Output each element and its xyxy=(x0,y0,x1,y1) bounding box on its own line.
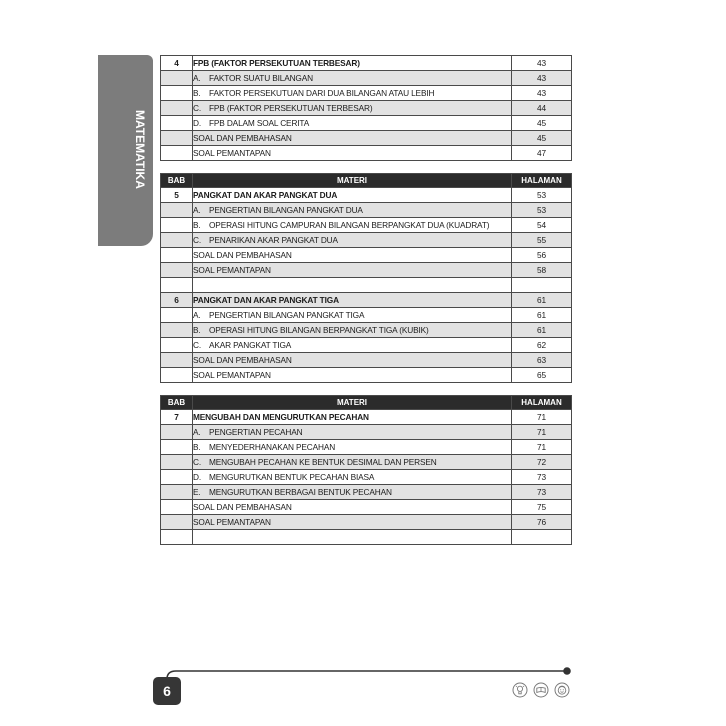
item-letter: E. xyxy=(193,487,201,497)
page-cell: 53 xyxy=(512,203,572,218)
materi-cell xyxy=(193,188,512,203)
page-cell: 45 xyxy=(512,131,572,146)
table-header-row xyxy=(161,396,572,410)
bab-cell xyxy=(161,263,193,278)
bab-cell: 6 xyxy=(161,293,193,308)
materi-cell xyxy=(193,323,512,338)
toc-table-body xyxy=(161,410,572,545)
page-cell xyxy=(512,278,572,293)
materi-cell xyxy=(193,515,512,530)
bab-cell xyxy=(161,485,193,500)
page-cell: 61 xyxy=(512,293,572,308)
table-row xyxy=(161,218,572,233)
bab-cell xyxy=(161,203,193,218)
table-row xyxy=(161,440,572,455)
chapter-row xyxy=(161,410,572,425)
bab-cell xyxy=(161,455,193,470)
materi-cell xyxy=(193,353,512,368)
page-cell: 43 xyxy=(512,71,572,86)
subject-side-tab xyxy=(98,55,153,246)
item-letter: D. xyxy=(193,118,201,128)
table-row xyxy=(161,500,572,515)
item-title: FPB (FAKTOR PERSEKUTUAN TERBESAR) xyxy=(209,103,373,113)
bab-cell xyxy=(161,233,193,248)
header-halaman: HALAMAN xyxy=(512,396,572,410)
item-title: FAKTOR PERSEKUTUAN DARI DUA BILANGAN ATAU LEBIH xyxy=(209,88,435,98)
face-icon xyxy=(554,682,570,698)
item-title: SOAL PEMANTAPAN xyxy=(193,517,271,527)
item-title: SOAL DAN PEMBAHASAN xyxy=(193,355,292,365)
bab-cell xyxy=(161,116,193,131)
book-icon xyxy=(533,682,549,698)
page-cell: 58 xyxy=(512,263,572,278)
bab-cell xyxy=(161,338,193,353)
bab-cell xyxy=(161,353,193,368)
item-title: SOAL DAN PEMBAHASAN xyxy=(193,133,292,143)
item-letter: A. xyxy=(193,427,201,437)
page-cell: 62 xyxy=(512,338,572,353)
table-header-row xyxy=(161,174,572,188)
page-cell: 71 xyxy=(512,410,572,425)
materi-cell xyxy=(193,56,512,71)
page-cell: 75 xyxy=(512,500,572,515)
toc-table-body xyxy=(161,56,572,161)
item-title: PENGERTIAN BILANGAN PANGKAT DUA xyxy=(209,205,363,215)
table-row xyxy=(161,116,572,131)
page-cell: 53 xyxy=(512,188,572,203)
bab-cell xyxy=(161,278,193,293)
materi-cell xyxy=(193,278,512,293)
item-title: SOAL PEMANTAPAN xyxy=(193,148,271,158)
header-bab: BAB xyxy=(161,396,193,410)
item-letter: C. xyxy=(193,457,201,467)
idea-icon xyxy=(512,682,528,698)
materi-cell xyxy=(193,248,512,263)
materi-cell xyxy=(193,293,512,308)
materi-cell xyxy=(193,410,512,425)
materi-cell xyxy=(193,218,512,233)
page-cell: 43 xyxy=(512,86,572,101)
toc-table-bab-7 xyxy=(160,395,572,545)
header-bab: BAB xyxy=(161,174,193,188)
bab-cell xyxy=(161,131,193,146)
item-letter: C. xyxy=(193,340,201,350)
item-letter: A. xyxy=(193,310,201,320)
page-cell: 73 xyxy=(512,470,572,485)
table-row xyxy=(161,263,572,278)
item-letter: B. xyxy=(193,88,201,98)
bab-cell xyxy=(161,71,193,86)
header-materi: MATERI xyxy=(193,174,512,188)
item-title: MENGURUTKAN BERBAGAI BENTUK PECAHAN xyxy=(209,487,392,497)
chapter-title: PANGKAT DAN AKAR PANGKAT TIGA xyxy=(193,295,339,305)
bab-cell xyxy=(161,470,193,485)
table-row xyxy=(161,146,572,161)
materi-cell xyxy=(193,455,512,470)
footer-rule-dot xyxy=(563,667,571,675)
materi-cell xyxy=(193,485,512,500)
toc-table-bab-4 xyxy=(160,55,572,161)
empty-row xyxy=(161,530,572,545)
table-row xyxy=(161,368,572,383)
bab-cell xyxy=(161,86,193,101)
item-letter: C. xyxy=(193,235,201,245)
materi-cell xyxy=(193,131,512,146)
page-cell: 63 xyxy=(512,353,572,368)
table-row xyxy=(161,248,572,263)
table-row xyxy=(161,338,572,353)
chapter-row xyxy=(161,293,572,308)
materi-cell xyxy=(193,203,512,218)
materi-cell xyxy=(193,233,512,248)
chapter-title: FPB (FAKTOR PERSEKUTUAN TERBESAR) xyxy=(193,58,360,68)
page-cell: 47 xyxy=(512,146,572,161)
page-cell: 73 xyxy=(512,485,572,500)
item-letter: D. xyxy=(193,472,201,482)
page-cell: 71 xyxy=(512,425,572,440)
table-row xyxy=(161,425,572,440)
page-number: 6 xyxy=(153,677,181,705)
page-cell: 55 xyxy=(512,233,572,248)
table-row xyxy=(161,485,572,500)
item-title: SOAL PEMANTAPAN xyxy=(193,265,271,275)
page-cell: 61 xyxy=(512,308,572,323)
page-cell: 44 xyxy=(512,101,572,116)
bab-cell xyxy=(161,530,193,545)
table-row xyxy=(161,233,572,248)
page-cell: 65 xyxy=(512,368,572,383)
table-row xyxy=(161,71,572,86)
bab-cell xyxy=(161,500,193,515)
bab-cell xyxy=(161,440,193,455)
item-title: OPERASI HITUNG CAMPURAN BILANGAN BERPANGKAT DUA (KUADRAT) xyxy=(209,220,490,230)
item-letter: A. xyxy=(193,73,201,83)
materi-cell xyxy=(193,338,512,353)
materi-cell xyxy=(193,500,512,515)
toc-table-bab-5-6 xyxy=(160,173,572,383)
bab-cell xyxy=(161,248,193,263)
page-cell: 76 xyxy=(512,515,572,530)
toc-table-body xyxy=(161,188,572,383)
materi-cell xyxy=(193,71,512,86)
page-cell: 61 xyxy=(512,323,572,338)
page-cell: 71 xyxy=(512,440,572,455)
page-cell: 45 xyxy=(512,116,572,131)
header-materi: MATERI xyxy=(193,396,512,410)
table-row xyxy=(161,323,572,338)
bab-cell xyxy=(161,323,193,338)
materi-cell xyxy=(193,116,512,131)
materi-cell xyxy=(193,425,512,440)
chapter-row xyxy=(161,188,572,203)
bab-cell xyxy=(161,146,193,161)
table-row xyxy=(161,455,572,470)
table-row xyxy=(161,308,572,323)
item-title: MENGURUTKAN BENTUK PECAHAN BIASA xyxy=(209,472,375,482)
item-title: PENGERTIAN BILANGAN PANGKAT TIGA xyxy=(209,310,365,320)
chapter-title: PANGKAT DAN AKAR PANGKAT DUA xyxy=(193,190,338,200)
page-cell xyxy=(512,530,572,545)
item-title: MENYEDERHANAKAN PECAHAN xyxy=(209,442,336,452)
table-row xyxy=(161,203,572,218)
item-title: OPERASI HITUNG BILANGAN BERPANGKAT TIGA (KUBIK) xyxy=(209,325,429,335)
bab-cell: 5 xyxy=(161,188,193,203)
table-row xyxy=(161,515,572,530)
empty-row xyxy=(161,278,572,293)
chapter-row xyxy=(161,56,572,71)
table-row xyxy=(161,131,572,146)
materi-cell xyxy=(193,263,512,278)
materi-cell xyxy=(193,101,512,116)
bab-cell xyxy=(161,515,193,530)
chapter-title: MENGUBAH DAN MENGURUTKAN PECAHAN xyxy=(193,412,369,422)
page-cell: 54 xyxy=(512,218,572,233)
materi-cell xyxy=(193,308,512,323)
item-title: MENGUBAH PECAHAN KE BENTUK DESIMAL DAN PERSEN xyxy=(209,457,437,467)
table-row xyxy=(161,470,572,485)
bab-cell xyxy=(161,368,193,383)
materi-cell xyxy=(193,86,512,101)
item-title: PENGERTIAN PECAHAN xyxy=(209,427,303,437)
item-letter: C. xyxy=(193,103,201,113)
table-row xyxy=(161,353,572,368)
item-title: SOAL PEMANTAPAN xyxy=(193,370,271,380)
materi-cell xyxy=(193,530,512,545)
item-letter: B. xyxy=(193,325,201,335)
page-cell: 72 xyxy=(512,455,572,470)
bab-cell: 7 xyxy=(161,410,193,425)
item-title: FPB DALAM SOAL CERITA xyxy=(209,118,310,128)
bab-cell xyxy=(161,308,193,323)
materi-cell xyxy=(193,440,512,455)
page-cell: 56 xyxy=(512,248,572,263)
item-letter: A. xyxy=(193,205,201,215)
item-title: FAKTOR SUATU BILANGAN xyxy=(209,73,313,83)
materi-cell xyxy=(193,368,512,383)
table-row xyxy=(161,101,572,116)
item-title: SOAL DAN PEMBAHASAN xyxy=(193,250,292,260)
materi-cell xyxy=(193,470,512,485)
item-title: SOAL DAN PEMBAHASAN xyxy=(193,502,292,512)
bab-cell: 4 xyxy=(161,56,193,71)
bab-cell xyxy=(161,425,193,440)
materi-cell xyxy=(193,146,512,161)
item-letter: B. xyxy=(193,220,201,230)
table-row xyxy=(161,86,572,101)
item-letter: B. xyxy=(193,442,201,452)
footer-rule-line xyxy=(167,671,566,679)
item-title: PENARIKAN AKAR PANGKAT DUA xyxy=(209,235,338,245)
item-title: AKAR PANGKAT TIGA xyxy=(209,340,292,350)
header-halaman: HALAMAN xyxy=(512,174,572,188)
footer-rule xyxy=(150,664,575,680)
page-cell: 43 xyxy=(512,56,572,71)
subject-tab-label: MATEMATIKA xyxy=(133,110,147,189)
bab-cell xyxy=(161,218,193,233)
bab-cell xyxy=(161,101,193,116)
